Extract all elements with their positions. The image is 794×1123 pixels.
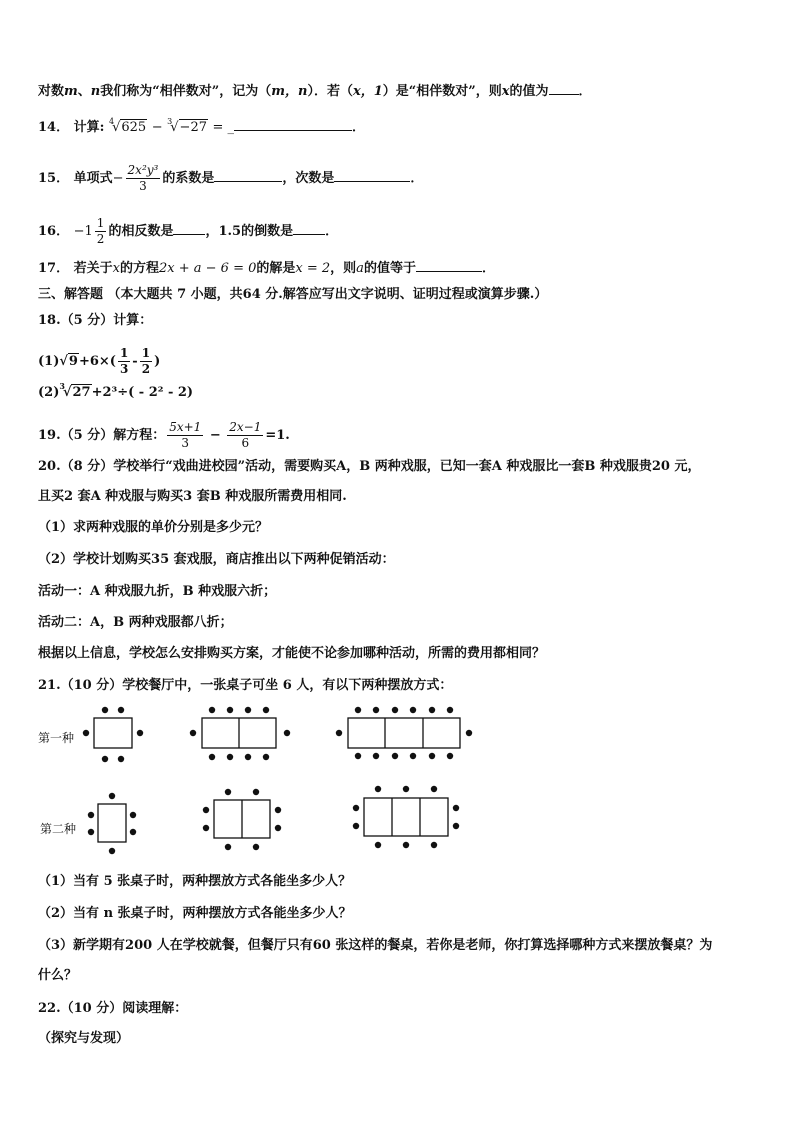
root-index: 3 xyxy=(167,117,173,126)
var-x: x xyxy=(112,261,120,276)
radicand: 9 xyxy=(68,354,78,369)
fraction-numerator: 1 xyxy=(119,346,129,360)
question-heading: 19.（5 分）解方程： xyxy=(38,428,166,443)
question-text: 的方程 xyxy=(119,261,159,276)
minus-sign: − xyxy=(151,120,163,135)
activity-text: 活动一：A 种戏服九折，B 种戏服六折； xyxy=(38,584,277,599)
root-expression: √9 xyxy=(59,354,78,369)
fraction-denominator: 2 xyxy=(96,232,105,246)
fraction-denominator: 2 xyxy=(141,362,151,376)
root-expression: $^3$√27 xyxy=(59,381,91,400)
table-rect xyxy=(98,804,126,842)
intro-text: ）是“相伴数对”，则 xyxy=(382,84,502,99)
sub-heading: （探究与发现） xyxy=(38,1031,130,1046)
radicand: −27 xyxy=(179,120,207,135)
section-heading: 三、解答题 xyxy=(38,287,104,302)
question-number: 16． xyxy=(38,224,70,239)
sub-question: （2）当有 n 张桌子时，两种摆放方式各能坐多少人？ xyxy=(38,906,352,921)
question-text: 的值等于 xyxy=(363,261,416,276)
table-rect xyxy=(348,718,460,748)
intro-text: 我们称为“相伴数对”，记为（ xyxy=(100,84,272,99)
table-rect xyxy=(94,718,132,748)
question-22-sub xyxy=(38,1030,129,1048)
question-text: 的系数是 xyxy=(162,171,215,186)
question-heading: 18.（5 分）计算： xyxy=(38,313,153,328)
sub-question: （2）学校计划购买35 套戏服，商店推出以下两种促销活动： xyxy=(38,552,395,567)
question-text: 若关于 xyxy=(73,261,113,276)
minus-sign: − xyxy=(209,428,221,443)
question-number: 15． xyxy=(38,171,70,186)
label-second-arrangement: 第二种 xyxy=(40,822,77,836)
question-21-sub2 xyxy=(38,905,352,923)
fraction-numerator: 1 xyxy=(96,216,105,230)
part-label: (1) xyxy=(38,354,60,369)
intro-text: 的值为 xyxy=(509,84,549,99)
question-tail: ． xyxy=(410,171,424,186)
question-tail: ． xyxy=(481,261,495,276)
root-expression: $^4$√625 xyxy=(108,117,147,135)
minus-sign: - xyxy=(132,354,138,369)
var-a: a xyxy=(356,261,364,276)
question-21-sub3a xyxy=(38,937,712,955)
equation-rhs: =1. xyxy=(265,428,290,443)
var-m: m xyxy=(64,84,78,99)
question-21-sub1 xyxy=(38,873,351,891)
fraction-denominator: 3 xyxy=(181,436,190,450)
question-tail: ． xyxy=(352,120,366,135)
fraction-numerator: 1 xyxy=(141,346,151,360)
fraction-denominator: 3 xyxy=(119,362,129,376)
table-rect xyxy=(364,798,448,836)
sub-question: （3）新学期有200 人在学校就餐，但餐厅只有60 张这样的餐桌，若你是老师，你打算选择哪种方式来摆放餐桌？为 xyxy=(38,938,713,953)
minus-sign: − xyxy=(112,171,124,186)
var-x: x xyxy=(501,84,510,99)
seat-dots xyxy=(83,707,472,854)
fraction-numerator: 5x+1 xyxy=(169,420,202,434)
question-21-sub3b xyxy=(38,967,77,985)
question-label: 计算: xyxy=(73,120,105,135)
var-mn: m，n xyxy=(271,84,308,99)
radicand: 27 xyxy=(72,385,91,400)
equation: 2x + a − 6 = 0 xyxy=(159,261,257,276)
question-text: ，则 xyxy=(330,261,357,276)
var-x1: x，1 xyxy=(352,84,383,99)
question-text: 且买2 套A 种戏服与购买3 套B 种戏服所需费用相同. xyxy=(38,489,347,504)
expression-text: +6×( xyxy=(78,354,116,369)
intro-text: 对数 xyxy=(38,84,65,99)
part-label: (2) xyxy=(38,385,60,400)
expression-text: +2³÷( - 2² - 2) xyxy=(91,385,194,400)
question-number: 17． xyxy=(38,261,70,276)
question-text: ，1.5的倒数是 xyxy=(205,224,294,239)
fraction-denominator: 6 xyxy=(241,436,250,450)
question-text: 20.（8 分）学校举行“戏曲进校园”活动，需要购买A，B 两种戏服，已知一套A 种戏服比一套B 种戏服贵20 元， xyxy=(38,459,701,474)
question-number: 14． xyxy=(38,120,70,135)
fraction-numerator: 2x²y³ xyxy=(127,163,159,177)
equals-sign: = _ xyxy=(212,120,235,135)
root-expression: $^3$√−27 xyxy=(167,117,207,135)
root-index: 4 xyxy=(108,117,115,126)
root-index: 3 xyxy=(59,381,65,391)
sub-question: （1）求两种戏服的单价分别是多少元？ xyxy=(38,520,269,535)
sub-question: 什么？ xyxy=(38,968,78,983)
solution: x = 2 xyxy=(295,261,331,276)
section-note: （本大题共 7 小题，共64 分.解答应写出文字说明、证明过程或演算步骤.） xyxy=(107,287,548,302)
question-text: 的解是 xyxy=(256,261,296,276)
question-tail: ． xyxy=(325,224,339,239)
fraction-numerator: 2x−1 xyxy=(229,420,262,434)
intro-sep: 、 xyxy=(77,84,91,99)
expression-text: ) xyxy=(154,354,161,369)
sub-question: （1）当有 5 张桌子时，两种摆放方式各能坐多少人？ xyxy=(38,874,352,889)
fraction-denominator: 3 xyxy=(139,179,147,193)
question-text: ，次数是 xyxy=(282,171,335,186)
question-heading: 21.（10 分）学校餐厅中，一张桌子可坐 6 人，有以下两种摆放方式： xyxy=(38,678,453,693)
question-22-head xyxy=(38,1000,187,1018)
question-text: 根据以上信息，学校怎么安排购买方案，才能使不论参加哪种活动，所需的费用都相同？ xyxy=(38,646,546,661)
var-n: n xyxy=(90,84,101,99)
intro-tail: ． xyxy=(578,84,592,99)
intro-text: ）．若（ xyxy=(307,84,353,99)
mixed-whole: −1 xyxy=(73,224,93,239)
radicand: 625 xyxy=(121,120,147,135)
question-heading: 22.（10 分）阅读理解： xyxy=(38,1001,188,1016)
label-first-arrangement: 第一种 xyxy=(38,731,75,745)
question-text: 的相反数是 xyxy=(108,224,174,239)
question-label: 单项式 xyxy=(73,171,113,186)
activity-text: 活动二：A，B 两种戏服都八折； xyxy=(38,615,233,630)
